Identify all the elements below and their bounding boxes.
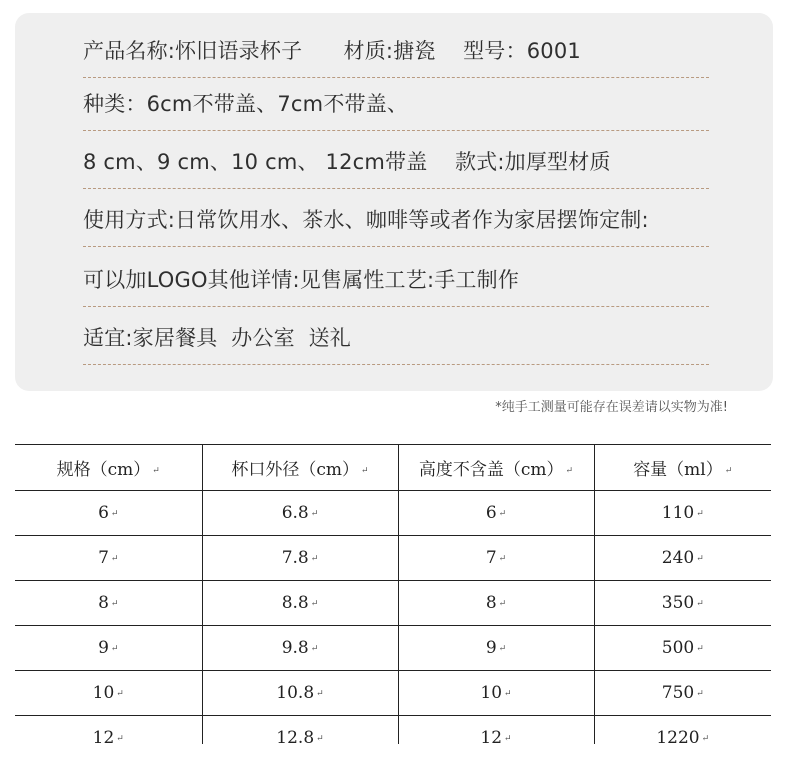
table-cell: 10.8 ↵ bbox=[202, 671, 398, 716]
table-cell: 8 ↵ bbox=[15, 581, 202, 626]
table-cell: 1220 ↵ bbox=[594, 716, 771, 745]
info-line-name-material-model bbox=[83, 18, 709, 78]
return-mark-icon: ↵ bbox=[310, 553, 319, 564]
return-mark-icon: ↵ bbox=[316, 688, 324, 699]
table-cell: 110 ↵ bbox=[594, 491, 771, 536]
return-mark-icon: ↵ bbox=[498, 643, 507, 654]
header-rim-diameter: 杯口外径（cm） ↵ bbox=[202, 445, 398, 491]
return-mark-icon: ↵ bbox=[504, 733, 512, 744]
table-cell: 500 ↵ bbox=[594, 626, 771, 671]
table-row bbox=[15, 536, 771, 581]
return-mark-icon: ↵ bbox=[696, 553, 704, 564]
return-mark-icon: ↵ bbox=[310, 643, 319, 654]
table-cell: 9 ↵ bbox=[15, 626, 202, 671]
return-mark-icon: ↵ bbox=[696, 643, 704, 654]
table-row bbox=[15, 626, 771, 671]
return-mark-icon: ↵ bbox=[724, 465, 733, 476]
table-cell: 9.8 ↵ bbox=[202, 626, 398, 671]
table-cell: 10 ↵ bbox=[398, 671, 594, 716]
table-cell: 7 ↵ bbox=[398, 536, 594, 581]
table-header-row bbox=[15, 445, 771, 491]
info-text: 使用方式:日常饮用水、茶水、咖啡等或者作为家居摆饰定制: bbox=[83, 208, 649, 232]
table-cell: 7 ↵ bbox=[15, 536, 202, 581]
table-cell: 8 ↵ bbox=[398, 581, 594, 626]
info-text: 产品名称:怀旧语录杯子 材质:搪瓷 型号：6001 bbox=[83, 39, 581, 63]
return-mark-icon: ↵ bbox=[498, 598, 507, 609]
return-mark-icon: ↵ bbox=[498, 508, 507, 519]
table-row bbox=[15, 491, 771, 536]
table-cell: 240 ↵ bbox=[594, 536, 771, 581]
measurement-note: *纯手工测量可能存在误差请以实物为准! bbox=[495, 400, 728, 415]
return-mark-icon: ↵ bbox=[110, 508, 119, 519]
table-cell: 12 ↵ bbox=[15, 716, 202, 745]
return-mark-icon: ↵ bbox=[110, 553, 119, 564]
return-mark-icon: ↵ bbox=[116, 733, 124, 744]
header-height: 高度不含盖（cm） ↵ bbox=[398, 445, 594, 491]
info-line-logo-craft bbox=[83, 247, 709, 307]
return-mark-icon: ↵ bbox=[152, 465, 160, 476]
return-mark-icon: ↵ bbox=[498, 553, 507, 564]
return-mark-icon: ↵ bbox=[701, 733, 710, 744]
return-mark-icon: ↵ bbox=[116, 688, 124, 699]
return-mark-icon: ↵ bbox=[565, 465, 574, 476]
table-cell: 750 ↵ bbox=[594, 671, 771, 716]
return-mark-icon: ↵ bbox=[696, 688, 704, 699]
info-text: 种类：6cm不带盖、7cm不带盖、 bbox=[83, 92, 409, 116]
header-capacity: 容量（ml） ↵ bbox=[594, 445, 771, 491]
table-cell: 7.8 ↵ bbox=[202, 536, 398, 581]
table-cell: 12 ↵ bbox=[398, 716, 594, 745]
return-mark-icon: ↵ bbox=[696, 508, 704, 519]
return-mark-icon: ↵ bbox=[504, 688, 512, 699]
table-cell: 6 ↵ bbox=[15, 491, 202, 536]
info-line-usage bbox=[83, 187, 709, 247]
product-info-card bbox=[15, 13, 773, 391]
info-text: 可以加LOGO其他详情:见售属性工艺:手工制作 bbox=[83, 268, 520, 292]
table-cell: 12.8 ↵ bbox=[202, 716, 398, 745]
table-cell: 10 ↵ bbox=[15, 671, 202, 716]
return-mark-icon: ↵ bbox=[310, 598, 319, 609]
return-mark-icon: ↵ bbox=[110, 643, 119, 654]
info-line-types bbox=[83, 71, 709, 131]
info-text: 8 cm、9 cm、10 cm、 12cm带盖 款式:加厚型材质 bbox=[83, 150, 611, 174]
return-mark-icon: ↵ bbox=[110, 598, 119, 609]
info-line-suitable bbox=[83, 305, 709, 365]
return-mark-icon: ↵ bbox=[310, 508, 319, 519]
table-row bbox=[15, 581, 771, 626]
table-row bbox=[15, 716, 771, 745]
table-row bbox=[15, 671, 771, 716]
return-mark-icon: ↵ bbox=[696, 598, 704, 609]
table-cell: 6 ↵ bbox=[398, 491, 594, 536]
table-cell: 6.8 ↵ bbox=[202, 491, 398, 536]
info-line-sizes-style bbox=[83, 129, 709, 189]
return-mark-icon: ↵ bbox=[316, 733, 324, 744]
table-cell: 8.8 ↵ bbox=[202, 581, 398, 626]
return-mark-icon: ↵ bbox=[361, 465, 369, 476]
size-spec-table bbox=[15, 444, 771, 744]
table-cell: 9 ↵ bbox=[398, 626, 594, 671]
table-cell: 350 ↵ bbox=[594, 581, 771, 626]
info-text: 适宜:家居餐具 办公室 送礼 bbox=[83, 326, 351, 350]
header-spec: 规格（cm） ↵ bbox=[15, 445, 202, 491]
